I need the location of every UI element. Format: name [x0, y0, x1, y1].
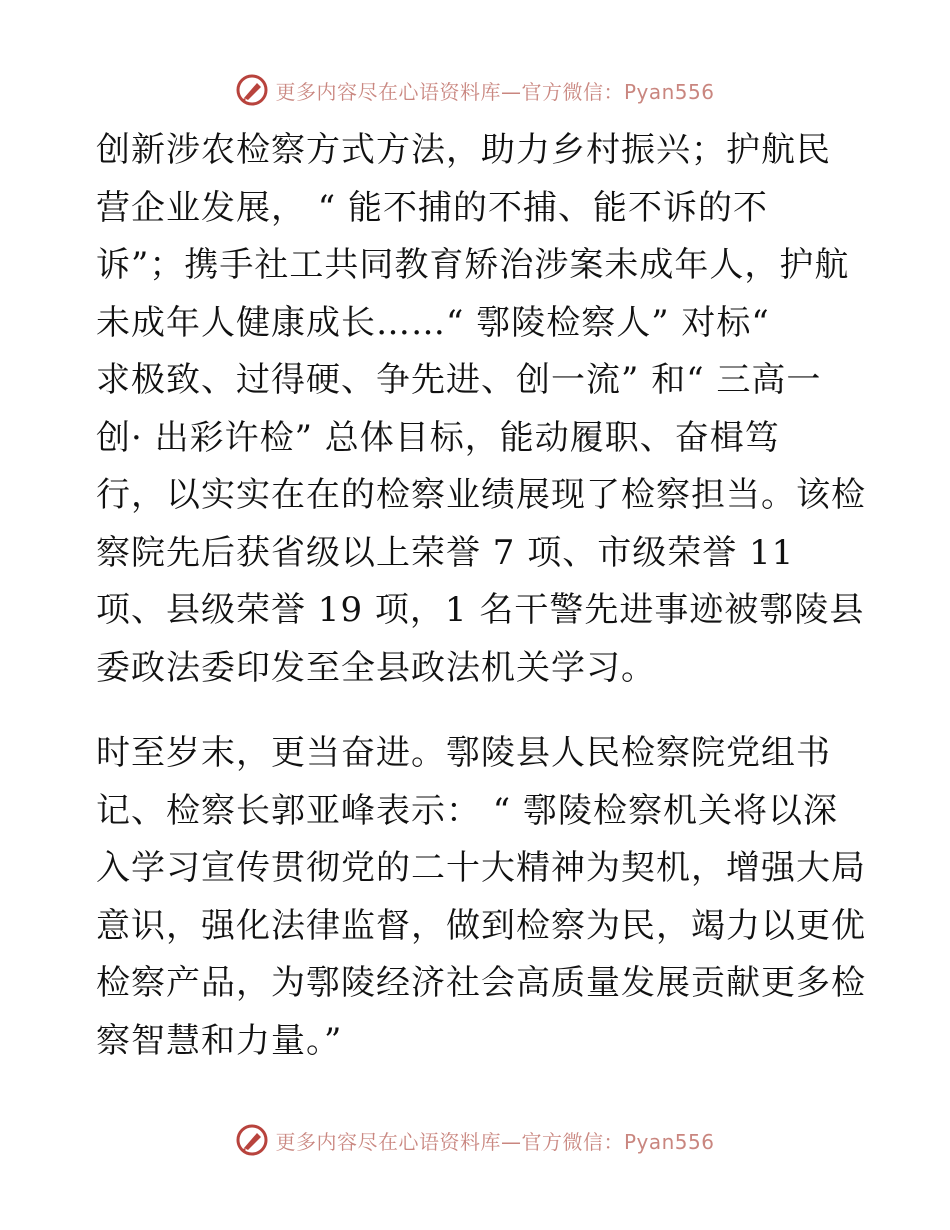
- text-line: 入学习宣传贯彻党的二十大精神为契机，增强大局: [96, 848, 866, 888]
- document-body: [96, 122, 866, 1070]
- text-line: 项、县级荣誉 19 项，1 名干警先进事迹被鄠陵县: [96, 590, 865, 630]
- text-line: 委政法委印发至全县政法机关学习。: [96, 647, 656, 688]
- text-line: 检察产品，为鄠陵经济社会高质量发展贡献更多检: [96, 963, 866, 1003]
- footer-watermark-banner: [0, 1120, 950, 1160]
- text-line: 营企业发展， “ 能不捕的不捕、能不诉的不: [96, 187, 768, 228]
- text-line: 记、检察长郭亚峰表示： “ 鄠陵检察机关将以深: [96, 790, 838, 831]
- text-line: 察院先后获省级以上荣誉 7 项、市级荣誉 11: [96, 532, 795, 573]
- pen-in-circle-logo-icon: [235, 73, 269, 107]
- text-line: 求极致、过得硬、争先进、创一流” 和“ 三高一: [96, 360, 822, 400]
- text-line: 察智慧和力量。”: [96, 1020, 343, 1061]
- text-line: 创· 出彩许检” 总体目标，能动履职、奋楫笃: [96, 417, 780, 458]
- footer-banner-text: 更多内容尽在心语资料库—官方微信：Pyan556: [275, 1129, 715, 1154]
- text-line: 诉”；携手社工共同教育矫治涉案未成年人，护航: [96, 245, 850, 285]
- text-line: 行，以实实在在的检察业绩展现了检察担当。该检: [96, 475, 866, 515]
- text-line: 创新涉农检察方式方法，助力乡村振兴；护航民: [96, 130, 831, 170]
- text-line: 意识，强化法律监督，做到检察为民，竭力以更优: [96, 905, 866, 946]
- paragraph-2: [96, 725, 866, 1070]
- header-banner-text: 更多内容尽在心语资料库—官方微信：Pyan556: [275, 79, 715, 104]
- header-watermark-banner: [0, 70, 950, 110]
- text-line: 时至岁末，更当奋进。鄠陵县人民检察院党组书: [96, 733, 831, 773]
- text-line: 未成年人健康成长……“ 鄠陵检察人” 对标“: [96, 302, 770, 343]
- pen-in-circle-logo-icon: [235, 1123, 269, 1157]
- paragraph-1: [96, 122, 866, 697]
